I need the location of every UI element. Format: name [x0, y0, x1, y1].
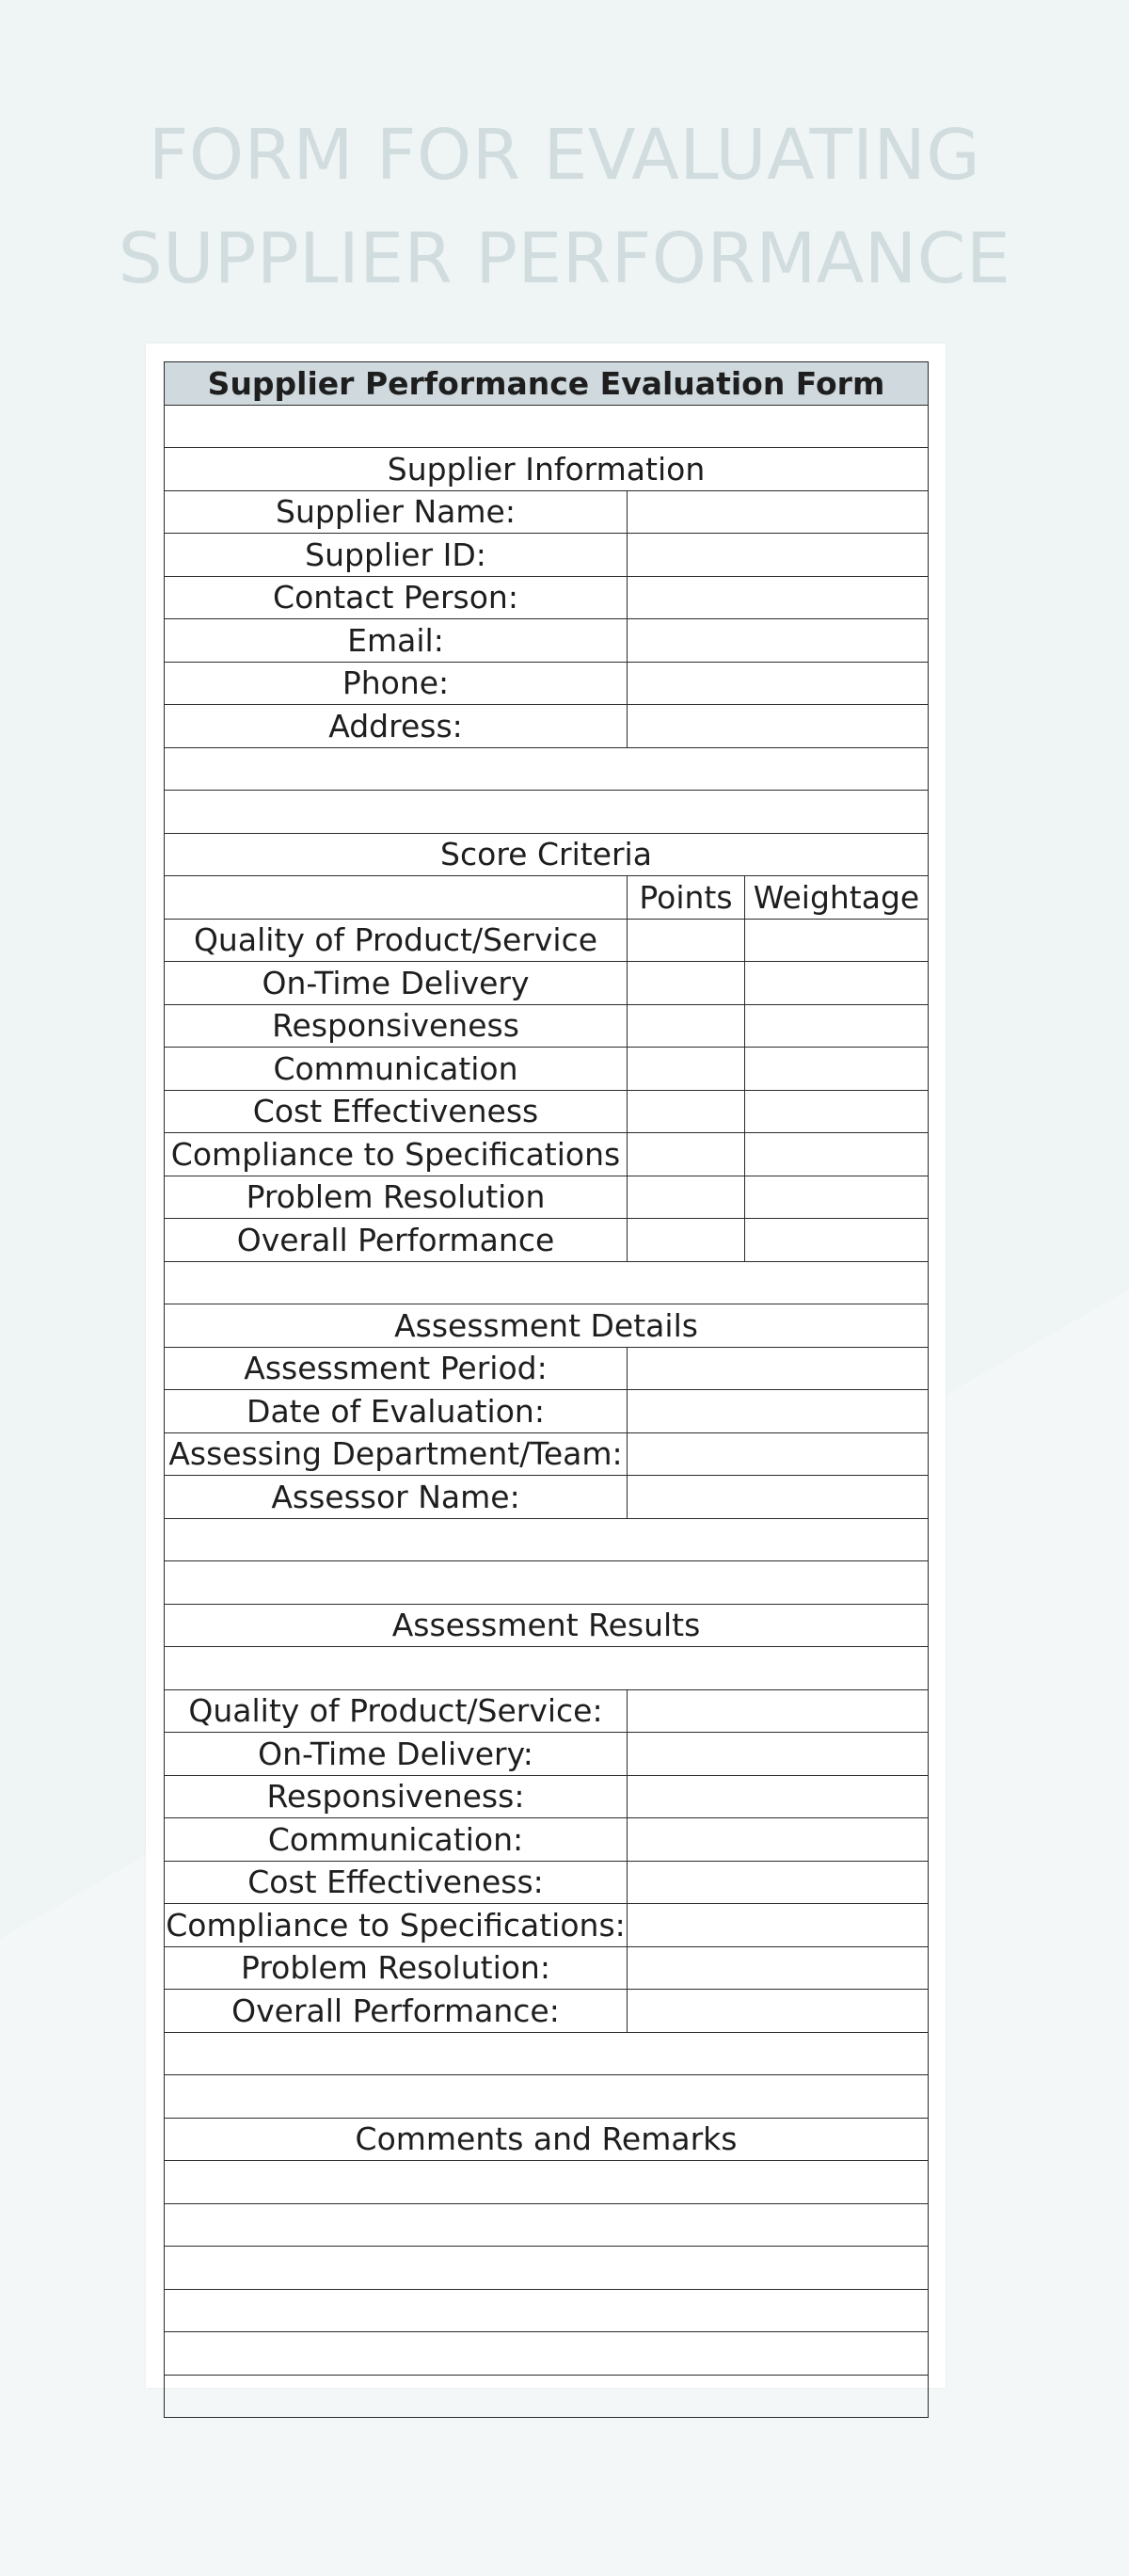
field-label: Quality of Product/Service:: [165, 1689, 628, 1733]
points-input[interactable]: [628, 962, 745, 1005]
field-label: Responsiveness:: [165, 1775, 628, 1818]
field-label: Phone:: [165, 662, 628, 705]
assessing-department-input[interactable]: [628, 1432, 929, 1476]
assessment-period-input[interactable]: [628, 1347, 929, 1390]
field-label: Cost Effectiveness:: [165, 1861, 628, 1904]
comment-line[interactable]: [165, 2375, 929, 2418]
field-label: Supplier Name:: [165, 490, 628, 534]
blank-row: [165, 2032, 929, 2075]
blank-cell[interactable]: [165, 2075, 929, 2119]
form-row: [165, 705, 929, 748]
field-label: Assessment Period:: [165, 1347, 628, 1390]
criteria-row: [165, 1090, 929, 1133]
weightage-input[interactable]: [745, 1176, 929, 1219]
field-label: Communication:: [165, 1818, 628, 1862]
criteria-label: Communication: [165, 1048, 628, 1091]
blank-cell[interactable]: [165, 1561, 929, 1605]
result-responsiveness-input[interactable]: [628, 1775, 929, 1818]
comment-line-row: [165, 2289, 929, 2332]
supplier-information-heading: Supplier Information: [165, 448, 929, 491]
comment-line-row: [165, 2332, 929, 2376]
form-row: [165, 1818, 929, 1862]
weightage-input[interactable]: [745, 1048, 929, 1091]
weightage-input[interactable]: [745, 962, 929, 1005]
blank-cell[interactable]: [165, 2032, 929, 2075]
criteria-label: Compliance to Specifications: [165, 1133, 628, 1176]
form-header: Supplier Performance Evaluation Form: [165, 362, 929, 406]
form-row: [165, 1390, 929, 1433]
weightage-column-header: Weightage: [745, 876, 929, 920]
weightage-input[interactable]: [745, 1004, 929, 1048]
field-label: Problem Resolution:: [165, 1946, 628, 1990]
field-label: Assessor Name:: [165, 1476, 628, 1519]
points-input[interactable]: [628, 1090, 745, 1133]
field-label: Compliance to Specifications:: [165, 1904, 628, 1947]
result-on-time-delivery-input[interactable]: [628, 1733, 929, 1776]
comments-heading: Comments and Remarks: [165, 2118, 929, 2161]
comment-line[interactable]: [165, 2332, 929, 2376]
form-row: [165, 534, 929, 577]
field-label: Date of Evaluation:: [165, 1390, 628, 1433]
criteria-row: [165, 1004, 929, 1048]
form-row: [165, 1733, 929, 1776]
supplier-name-input[interactable]: [628, 490, 929, 534]
field-label: Contact Person:: [165, 576, 628, 619]
points-column-header: Points: [628, 876, 745, 920]
form-row: [165, 1347, 929, 1390]
contact-person-input[interactable]: [628, 576, 929, 619]
weightage-input[interactable]: [745, 919, 929, 962]
criteria-label: Overall Performance: [165, 1219, 628, 1262]
form-row: [165, 1946, 929, 1990]
blank-row: [165, 1261, 929, 1304]
criteria-label: Responsiveness: [165, 1004, 628, 1048]
form-row: [165, 662, 929, 705]
comment-line[interactable]: [165, 2289, 929, 2332]
field-label: Supplier ID:: [165, 534, 628, 577]
form-row: [165, 1861, 929, 1904]
criteria-row: [165, 1176, 929, 1219]
email-input[interactable]: [628, 619, 929, 663]
form-row: [165, 1476, 929, 1519]
comment-line[interactable]: [165, 2161, 929, 2204]
points-input[interactable]: [628, 1004, 745, 1048]
comment-line[interactable]: [165, 2203, 929, 2247]
points-input[interactable]: [628, 1219, 745, 1262]
form-row: [165, 576, 929, 619]
address-input[interactable]: [628, 705, 929, 748]
page-title-line-1: FORM FOR EVALUATING: [148, 115, 981, 196]
weightage-input[interactable]: [745, 1219, 929, 1262]
form-row: [165, 1904, 929, 1947]
field-label: On-Time Delivery:: [165, 1733, 628, 1776]
result-cost-effectiveness-input[interactable]: [628, 1861, 929, 1904]
criteria-row: [165, 962, 929, 1005]
criteria-column-header: [165, 876, 628, 920]
criteria-row: [165, 1133, 929, 1176]
form-row: [165, 1775, 929, 1818]
criteria-label: Cost Effectiveness: [165, 1090, 628, 1133]
assessor-name-input[interactable]: [628, 1476, 929, 1519]
date-of-evaluation-input[interactable]: [628, 1390, 929, 1433]
blank-row: [165, 791, 929, 834]
section-heading-row: [165, 448, 929, 491]
criteria-row: [165, 1219, 929, 1262]
section-heading-row: [165, 833, 929, 876]
form-row: [165, 1689, 929, 1733]
criteria-label: On-Time Delivery: [165, 962, 628, 1005]
result-communication-input[interactable]: [628, 1818, 929, 1862]
blank-cell[interactable]: [165, 791, 929, 834]
blank-row: [165, 405, 929, 448]
comment-line-row: [165, 2203, 929, 2247]
page-title: [0, 104, 1129, 311]
comment-line[interactable]: [165, 2247, 929, 2290]
form-row: [165, 1432, 929, 1476]
blank-row: [165, 1561, 929, 1605]
score-criteria-heading: Score Criteria: [165, 833, 929, 876]
criteria-row: [165, 1048, 929, 1091]
form-row: [165, 490, 929, 534]
blank-cell[interactable]: [165, 1647, 929, 1690]
section-heading-row: [165, 1604, 929, 1647]
field-label: Email:: [165, 619, 628, 663]
result-problem-resolution-input[interactable]: [628, 1946, 929, 1990]
blank-row: [165, 1647, 929, 1690]
comment-line-row: [165, 2247, 929, 2290]
points-input[interactable]: [628, 1176, 745, 1219]
blank-cell[interactable]: [165, 1261, 929, 1304]
comment-line-row: [165, 2375, 929, 2418]
form-header-row: [165, 362, 929, 406]
blank-row: [165, 747, 929, 791]
page-title-line-2: SUPPLIER PERFORMANCE: [118, 218, 1011, 299]
result-overall-performance-input[interactable]: [628, 1990, 929, 2033]
blank-cell[interactable]: [165, 405, 929, 448]
points-input[interactable]: [628, 1133, 745, 1176]
section-heading-row: [165, 2118, 929, 2161]
assessment-results-heading: Assessment Results: [165, 1604, 929, 1647]
supplier-id-input[interactable]: [628, 534, 929, 577]
points-input[interactable]: [628, 1048, 745, 1091]
criteria-label: Problem Resolution: [165, 1176, 628, 1219]
section-heading-row: [165, 1304, 929, 1348]
weightage-input[interactable]: [745, 1090, 929, 1133]
comment-line-row: [165, 2161, 929, 2204]
criteria-row: [165, 919, 929, 962]
score-columns-row: [165, 876, 929, 920]
criteria-label: Quality of Product/Service: [165, 919, 628, 962]
blank-row: [165, 2075, 929, 2119]
blank-cell[interactable]: [165, 1518, 929, 1561]
blank-cell[interactable]: [165, 747, 929, 791]
form-row: [165, 1990, 929, 2033]
assessment-details-heading: Assessment Details: [165, 1304, 929, 1348]
field-label: Assessing Department/Team:: [165, 1432, 628, 1476]
weightage-input[interactable]: [745, 1133, 929, 1176]
phone-input[interactable]: [628, 662, 929, 705]
form-row: [165, 619, 929, 663]
field-label: Overall Performance:: [165, 1990, 628, 2033]
field-label: Address:: [165, 705, 628, 748]
result-compliance-input[interactable]: [628, 1904, 929, 1947]
points-input[interactable]: [628, 919, 745, 962]
blank-row: [165, 1518, 929, 1561]
evaluation-form-table: [164, 361, 929, 2418]
result-quality-input[interactable]: [628, 1689, 929, 1733]
